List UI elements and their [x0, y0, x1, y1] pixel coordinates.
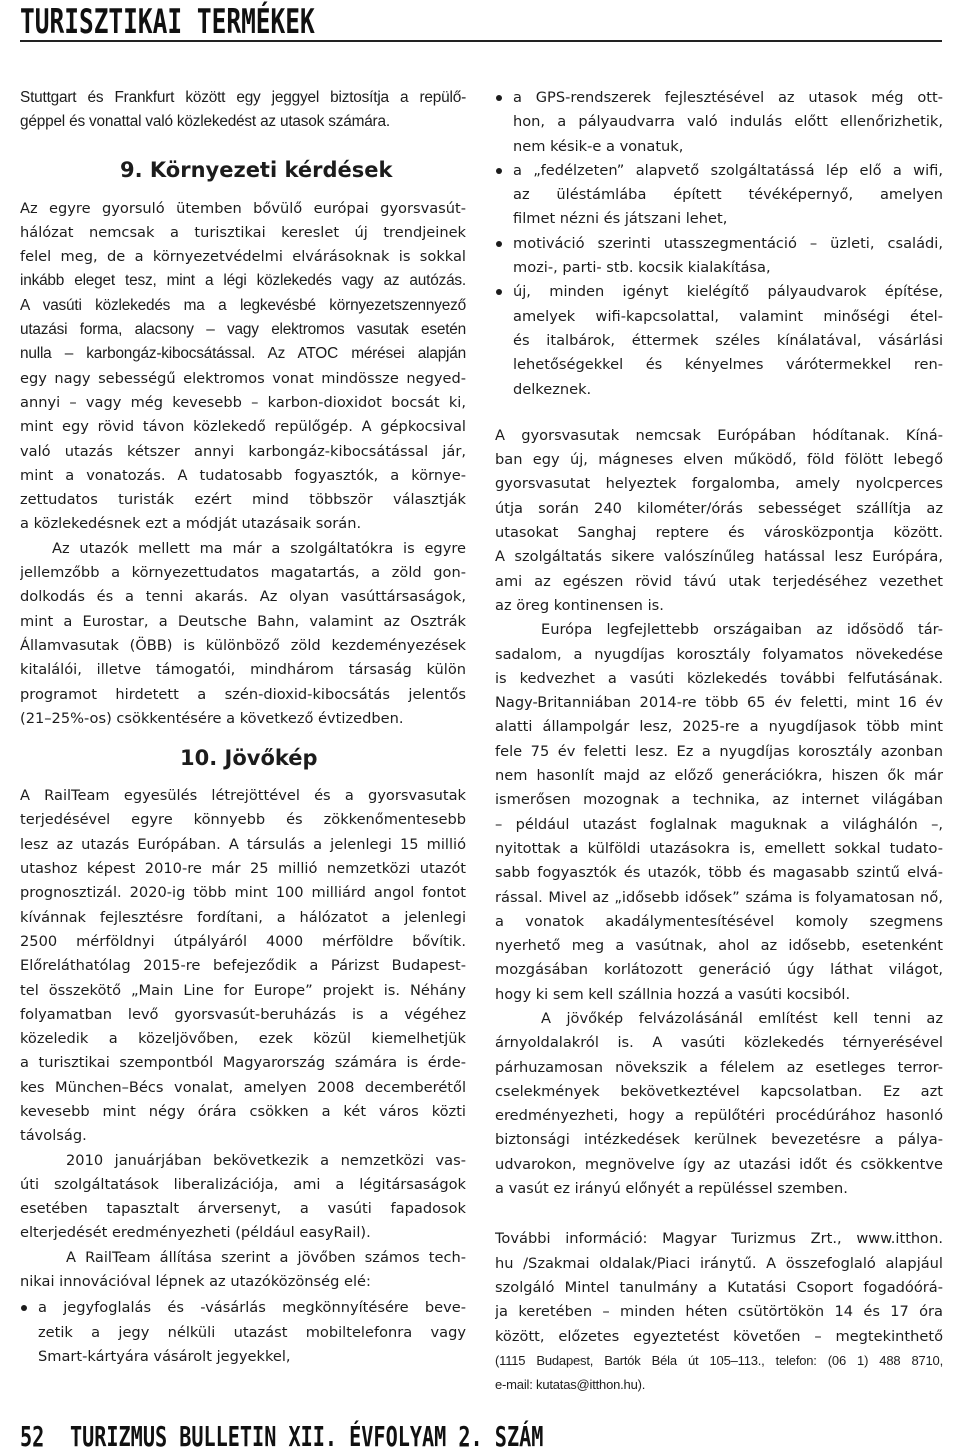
text-line: a vonatok akadálymentesítésével komoly szegmens: [495, 912, 943, 930]
section-heading-environment: 9. Környezeti kérdések: [120, 157, 393, 182]
text-line: nyitottak a külföldi utazásokra is, emellett sokkal tudato-: [495, 839, 943, 857]
text-line: dolkodás és a tenni akarás. Az olyan vasúttársaságok,: [20, 588, 466, 606]
text-line: folyamatban levő gyorsvasút-beruházás is a végéhez: [20, 1005, 466, 1023]
text-line: inkább eleget tesz, mint a légi közlekedés vagy az autózás.: [20, 272, 466, 290]
text-line: Az utazók mellett ma már a szolgáltatókra is egyre: [52, 539, 466, 557]
text-line: További információ: Magyar Turizmus Zrt., www.itthon.: [495, 1230, 943, 1248]
text-line: zetik a jegy nélküli utazást mobiltelefonra vagy: [38, 1323, 466, 1341]
section-heading-outlook: 10. Jövőkép: [180, 746, 318, 771]
text-line: ban egy új, mágneses elven működő, föld fölött lebegő: [495, 451, 943, 469]
text-line: – például utazást foglalnak maguknak a világhálón –,: [495, 815, 943, 833]
bullet-icon: [496, 95, 502, 101]
text-line: cselekmények bekövetkeztével kapcsolatban. Ez azt: [495, 1082, 943, 1100]
text-line: delkeznek.: [513, 380, 592, 398]
text-line: Európa legfejlettebb országaiban az idősödő tár-: [541, 621, 943, 639]
text-line: terjedésével egyre könnyebb és zökkenőmentesebb: [20, 811, 466, 829]
text-line: utazási forma, alacsony – vagy elektromos vasutak esetén: [20, 321, 466, 339]
text-line: kes München–Bécs vonalat, amelyen 2008 decemberétől: [20, 1078, 466, 1096]
text-line: Államvasutak (ÖBB) is különböző zöld kezdeményezések: [20, 636, 466, 654]
contact-email: e-mail: kutatas@itthon.hu).: [495, 1377, 646, 1393]
text-line: A RailTeam egyesülés létrejöttével és a gyorsvasutak: [20, 787, 466, 805]
text-line: motiváció szerinti utasszegmentáció – üzleti, családi,: [513, 234, 943, 252]
text-line: a „fedélzeten” alapvető szolgáltatássá lép elő a wifi,: [513, 161, 943, 179]
text-line: gyorsvasutat helyeztek forgalomba, amely nyolcperces: [495, 475, 943, 493]
paragraph: [20, 1246, 466, 1295]
text-line: mozgásában korlátozott generáció úgy láthat világot,: [495, 961, 943, 979]
text-line: fele 75 év feletti lesz. Ez a nyugdíjas korosztály azonban: [495, 742, 943, 760]
text-line: amelyek wifi-kapcsolattal, valamint minőségi étel-: [513, 307, 943, 325]
paragraph: [495, 618, 943, 1007]
list-item: [495, 86, 943, 159]
text-line: távolság.: [20, 1127, 87, 1145]
list-item: [495, 159, 943, 232]
text-line: felel meg, de a környezetvédelmi elvárásoknak is sokkal: [20, 248, 466, 266]
text-line: Nagy-Britanniában 2014-re több 65 év feletti, mint 16 év: [495, 694, 943, 712]
left-column: [20, 86, 466, 1369]
text-line: való utazás kétszer annyi karbongáz-kibocsátással jár,: [20, 442, 466, 460]
bullet-icon: [496, 241, 502, 247]
paragraph: [20, 537, 466, 731]
text-line: zettudatos turisták ezért mind többször választják: [20, 491, 466, 509]
text-line: biztonsági intézkedések kerülnek bevezetésre a pálya-: [495, 1131, 943, 1149]
text-line: sadalom, a nyugdíjas korosztály folyamatos növekedése: [495, 645, 943, 663]
innovation-list: [20, 1296, 466, 1369]
text-line: prognosztizál. 2020-ig több mint 100 milliárd angol fontot: [20, 884, 466, 902]
text-line: úti szolgáltatások liberalizációja, ami a légitársaságok: [20, 1175, 466, 1193]
bullet-icon: [496, 289, 502, 295]
text-line: a turisztikai szempontból Magyarország számára is érde-: [20, 1054, 466, 1072]
text-line: nem hasonlít majd az előző generációkra, hiszen ők már: [495, 767, 943, 785]
bullet-icon: [21, 1305, 27, 1311]
list-item: [20, 1296, 466, 1369]
text-line: elterjedését eredményezheti (például easyRail).: [20, 1224, 371, 1242]
text-line: az üléstámlába épített tévéképernyő, amelyen: [513, 186, 943, 204]
text-line: tel összekötő „Main Line for Europe” projekt is. Néhány: [20, 981, 466, 999]
text-line: Az egyre gyorsuló ütemben bővülő európai gyorsvasút-: [20, 199, 466, 217]
text-line: ismerősen mozognak a technika, az internet világában: [495, 791, 943, 809]
text-line: esetében tapasztalt árversenyt, a vasúti fapadosok: [20, 1200, 466, 1218]
text-line: a GPS-rendszerek fejlesztésével az utasok még ott-: [513, 89, 943, 106]
publication-title: TURIZMUS BULLETIN XII. ÉVFOLYAM 2. SZÁM: [70, 1420, 544, 1453]
paragraph: [495, 1007, 943, 1201]
text-line: és italbárok, éttermek széles kínálatával, vásárlási: [513, 331, 943, 349]
text-line: hogy ki sem kell szállnia hozzá a vasúti kocsiból.: [495, 985, 851, 1003]
list-item: [495, 232, 943, 281]
text-line: árnyoldalakról is. A vasúti közlekedés térnyerésével: [495, 1034, 943, 1052]
text-line: kitalálói, illetve támogatói, mindhárom társaság külön: [20, 661, 466, 679]
paragraph: [20, 1149, 466, 1246]
text-line: közeledik a közeljövőben, ezek közül kiemelhetjük: [20, 1030, 466, 1048]
text-line: filmet nézni és játszani lehet,: [513, 210, 728, 228]
text-line: kívánnak fejlesztésre fordítani, a hálózatot a jelenlegi: [20, 908, 466, 926]
text-line: Smart-kártyára vásárolt jegyekkel,: [38, 1347, 291, 1365]
text-line: párhuzamosan növekszik a félelem az esetleges terror-: [495, 1058, 943, 1076]
text-line: a közlekedésnek ezt a módját utazásaik során.: [20, 515, 362, 533]
text-line: nem késik-e a vonatuk,: [513, 137, 684, 155]
text-line: nulla – karbongáz-kibocsátással. Az ATOC mérései alapján: [20, 345, 466, 363]
text-line: A gyorsvasutak nemcsak Európában hódítanak. Kíná-: [495, 426, 943, 444]
text-line: az öreg kontinensen is.: [495, 596, 664, 614]
text-line: között, előzetes egyeztetést követően – megtekinthető: [495, 1327, 943, 1345]
text-line: annyi – vagy még kevesebb – karbon-dioxidot bocsát ki,: [20, 393, 466, 411]
text-line: Stuttgart és Frankfurt között egy jeggyel biztosítja a repülő-: [20, 89, 466, 106]
header-divider: [20, 40, 942, 42]
text-line: lesz az utazás Európában. A társulás a jelenlegi 15 millió: [20, 835, 466, 853]
text-line: udvarokon, megnövelve így az utazási időt és csökkentve: [495, 1155, 943, 1173]
text-line: rással. Mivel az „idősebb idősek” száma is folyamatosan nő,: [495, 888, 943, 906]
text-line: utasokat Sanghaj reptere és városközpontja között.: [495, 524, 943, 542]
text-line: sabb fogyasztók és utazók, több és magasabb szintű elvá-: [495, 864, 943, 882]
text-line: programot hirdetett a szén-dioxid-kibocsátás jelentős: [20, 685, 466, 703]
text-line: mint a vonatozás. A tudatosabb fogyasztók, a környe-: [20, 466, 466, 484]
text-line: hon, a pályaudvarra való indulás előtt ellenőrizhetik,: [513, 113, 943, 131]
list-item: [495, 280, 943, 401]
text-line: ami az egészen rövid távú utak terjedéséhez vezethet: [495, 572, 943, 590]
text-line: A jövőkép felvázolásánál említést kell tenni az: [541, 1009, 943, 1027]
text-line: a vasút ez irányú előnyét a repüléssel szemben.: [495, 1180, 848, 1198]
text-line: a jegyfoglalás és -vásárlás megkönnyítésére beve-: [38, 1299, 466, 1317]
paragraph: [20, 197, 466, 537]
text-line: alatti állampolgár lesz, 2025-re a nyugdíjasok több mint: [495, 718, 943, 736]
paragraph: [495, 424, 943, 618]
page-number: 52: [20, 1420, 45, 1453]
bullet-icon: [496, 168, 502, 174]
section-title: TURISZTIKAI TERMÉKEK: [20, 2, 315, 42]
text-line: is kedvezhet a vasúti közlekedés további felfutásának.: [495, 669, 943, 687]
text-line: ja keretében – minden héten csütörtökön 14 és 17 óra: [495, 1303, 943, 1321]
text-line: géppel és vonattal való közlekedést az utasok számára.: [20, 113, 390, 131]
text-line: jellemzőbb a környezettudatos magatartás, a zöld gon-: [20, 564, 466, 582]
text-line: szolgáló Mintel tanulmány a Kutatási Csoport fogadóórá-: [495, 1278, 943, 1296]
text-line: egy nagy sebességű elektromos vonat mindössze negyed-: [20, 369, 466, 387]
text-line: új, minden igényt kielégítő pályaudvarok építése,: [513, 283, 943, 301]
right-column: [495, 86, 943, 1397]
text-line: Előreláthatólag 2015-re befejeződik a Párizst Budapest-: [20, 957, 466, 975]
text-line: mozi-, parti- stb. kocsik kialakítása,: [513, 259, 771, 277]
contact-address: (1115 Budapest, Bartók Béla út 105–113., telefon: (06 1) 488 8710,: [495, 1352, 943, 1368]
text-line: lehetőségekkel és kényelmes várótermekkel ren-: [513, 356, 943, 374]
text-line: A szolgáltatás sikere valószínűleg hatással lesz Európára,: [495, 548, 943, 566]
text-line: 2500 mérföldnyi útpályáról 4000 mérföldre bővítik.: [20, 932, 466, 950]
text-line: kevesebb mint négy órára csökken a két város közti: [20, 1102, 466, 1120]
text-line: mint egy rövid távon közlekedő repülőgép. A gépkocsival: [20, 418, 466, 436]
intro-paragraph: [20, 86, 466, 135]
text-line: eredményezheti, hogy a repülőtéri procédúrához hasonló: [495, 1107, 943, 1125]
text-line: 2010 januárjában bekövetkezik a nemzetközi vas-: [66, 1151, 466, 1169]
paragraph: [20, 784, 466, 1148]
further-info: [495, 1227, 943, 1397]
text-line: mint a Eurostar, a Deutsche Bahn, valamint az Osztrák: [20, 612, 466, 630]
text-line: útja során 240 kilométer/órás sebességet szállítja az: [495, 499, 943, 517]
text-line: hálózat nemcsak a turisztikai kereslet új trendjeinek: [20, 223, 466, 241]
text-line: hu /Szakmai oldalak/Piaci iránytű. A összefoglaló alapjául: [495, 1254, 943, 1272]
text-line: nikai innovációval lépnek az utazóközönség elé:: [20, 1273, 371, 1291]
text-line: nyerhető meg a vasútnak, ahol az idősebb, esetenként: [495, 937, 943, 955]
text-line: (21–25%-os) csökkentésére a következő évtizedben.: [20, 709, 404, 727]
text-line: utashoz képest 2010-re már 25 millió nemzetközi utazót: [20, 860, 466, 878]
text-line: A vasúti közlekedés ma a legkevésbé környezetszennyező: [20, 296, 466, 314]
innovation-list-continued: [495, 86, 943, 402]
text-line: A RailTeam állítása szerint a jövőben számos tech-: [66, 1248, 466, 1266]
